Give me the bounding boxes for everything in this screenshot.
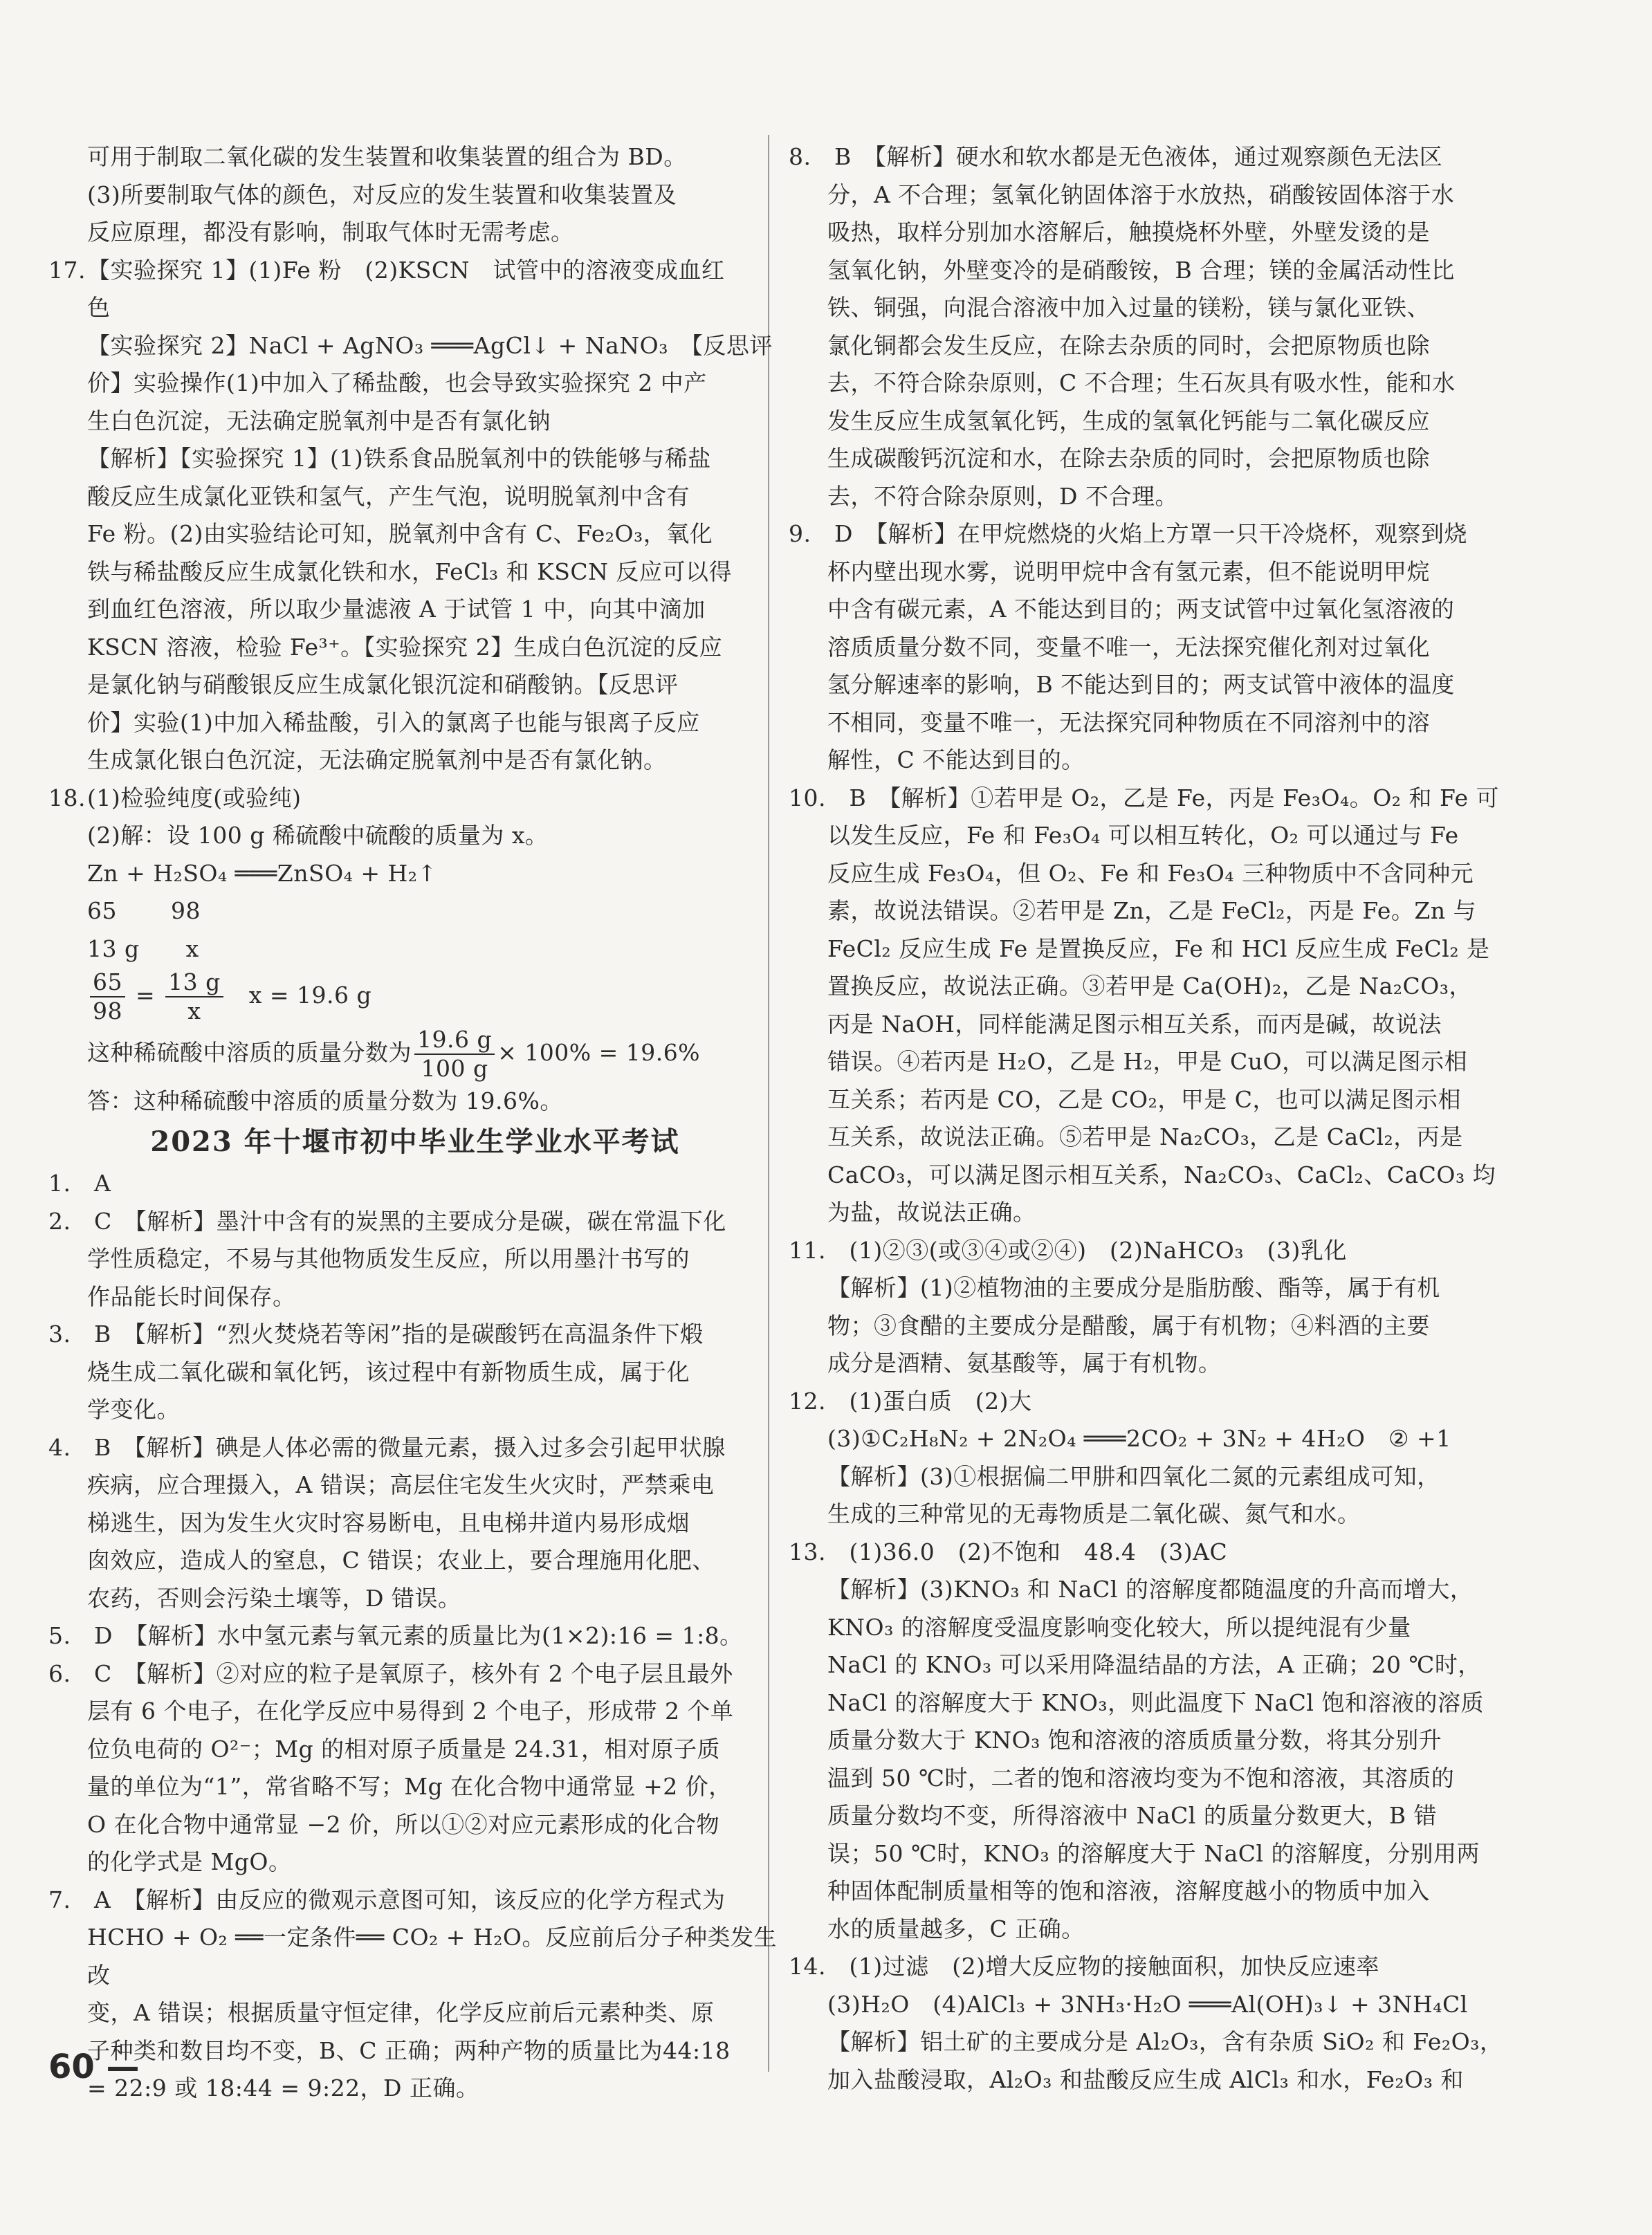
text-line: HCHO + O₂ ══一定条件══ CO₂ + H₂O。反应前后分子种类发生改 [87, 1924, 777, 1989]
text-line: 互关系；若丙是 CO，乙是 CO₂，甲是 C，也可以满足图示相 [827, 1085, 1462, 1113]
text-line: 囱效应，造成人的窒息，C 错误；农业上，要合理施用化肥、 [87, 1547, 715, 1574]
text-line: 物；③食醋的主要成分是醋酸，属于有机物；④料酒的主要 [827, 1312, 1430, 1339]
text-line: 5. D 【解析】水中氢元素与氧元素的质量比为(1×2):16 = 1:8。 [48, 1622, 743, 1649]
answer-17: 17.【实验探究 1】(1)Fe 粉 (2)KSCN 试管中的溶液变成血红 [48, 252, 782, 290]
text-line: 疾病，应合理摄入，A 错误；高层住宅发生火灾时，严禁乘电 [87, 1471, 715, 1498]
text-line: 11. (1)②③(或③④或②④) (2)NaHCO₃ (3)乳化 [789, 1236, 1347, 1264]
mass-fraction: 这种稀硫酸中溶质的质量分数为 $\frac{19.6 g}{100 g}$ × 100% = 19.6% [87, 1026, 701, 1082]
text-line: 生白色沉淀，无法确定脱氧剂中是否有氯化钠 [87, 407, 551, 434]
text-line: 【解析】【实验探究 1】(1)铁系食品脱氧剂中的铁能够与稀盐 [87, 445, 711, 472]
text-line: 反应原理，都没有影响，制取气体时无需考虑。 [87, 219, 574, 246]
text-line: 作品能长时间保存。 [87, 1282, 296, 1310]
text-line: KSCN 溶液，检验 Fe³⁺。【实验探究 2】生成白色沉淀的反应 [87, 633, 723, 661]
text-line: 分，A 不合理；氢氧化钠固体溶于水放热，硝酸铵固体溶于水 [827, 181, 1455, 208]
text-line: 的化学式是 MgO。 [87, 1848, 292, 1875]
text-line: 素，故说法错误。②若甲是 Zn，乙是 FeCl₂，丙是 Fe。Zn 与 [827, 897, 1477, 924]
text-line: O 在化合物中通常显 −2 价，所以①②对应元素形成的化合物 [87, 1810, 720, 1838]
text-line: 质量分数大于 KNO₃ 饱和溶液的溶质质量分数，将其分别升 [827, 1727, 1442, 1754]
text-line: 种固体配制质量相等的饱和溶液，溶解度越小的物质中加入 [827, 1877, 1430, 1904]
text-line: 价】实验(1)中加入稀盐酸，引入的氯离子也能与银离子反应 [87, 708, 700, 736]
text-line: 9. D 【解析】在甲烷燃烧的火焰上方罩一只干冷烧杯，观察到烧 [789, 520, 1467, 547]
text-line: 发生反应生成氢氧化钙，生成的氢氧化钙能与二氧化碳反应 [827, 407, 1430, 434]
text-line: 杯内壁出现水雾，说明甲烷中含有氢元素，但不能说明甲烷 [827, 558, 1430, 585]
fraction: $\frac{19.6 g}{100 g}$ [414, 1026, 495, 1083]
text-line: 12. (1)蛋白质 (2)大 [789, 1387, 1032, 1415]
text-line: 变，A 错误；根据质量守恒定律，化学反应前后元素种类、原 [87, 1999, 715, 2026]
answer-18: 18.(1)检验纯度(或验纯) [48, 780, 782, 818]
text-line: 价】实验操作(1)中加入了稀盐酸，也会导致实验探究 2 中产 [87, 369, 707, 396]
text-line: 解性，C 不能达到目的。 [827, 746, 1085, 773]
text-line: 误；50 ℃时，KNO₃ 的溶解度大于 NaCl 的溶解度，分别用两 [827, 1839, 1480, 1867]
page-number: 60 — [48, 2048, 140, 2086]
text-line: 吸热，取样分别加水溶解后，触摸烧杯外壁，外壁发烫的是 [827, 219, 1430, 246]
text-line: (3)①C₂H₈N₂ + 2N₂O₄ ═══2CO₂ + 3N₂ + 4H₂O ② +1 [827, 1425, 1451, 1452]
text-line: 【解析】铝土矿的主要成分是 Al₂O₃，含有杂质 SiO₂ 和 Fe₂O₃， [827, 2028, 1503, 2055]
text-line: 7. A 【解析】由反应的微观示意图可知，该反应的化学方程式为 [48, 1886, 726, 1913]
text-line: 【解析】(1)②植物油的主要成分是脂肪酸、酯等，属于有机 [827, 1274, 1440, 1301]
text-line: 学性质稳定，不易与其他物质发生反应，所以用墨汁书写的 [87, 1245, 690, 1272]
text-line: 不相同，变量不唯一，无法探究同种物质在不同溶剂中的溶 [827, 708, 1430, 736]
text-line: 生成氯化银白色沉淀，无法确定脱氧剂中是否有氯化钠。 [87, 746, 667, 773]
text-line: 丙是 NaOH，同样能满足图示相互关系，而丙是碱，故说法 [827, 1010, 1442, 1038]
text-line: 氯化铜都会发生反应，在除去杂质的同时，会把原物质也除 [827, 331, 1430, 359]
proportion: $\frac{65}{98}$ = $\frac{13 g}{x}$ x = 19.6 g [48, 968, 782, 1025]
text-line: 烧生成二氧化碳和氧化钙，该过程中有新物质生成，属于化 [87, 1358, 690, 1386]
fraction: $\frac{13 g}{x}$ [165, 968, 223, 1025]
text-line: 3. B 【解析】“烈火焚烧若等闲”指的是碳酸钙在高温条件下煅 [48, 1321, 704, 1348]
text-line: 位负电荷的 O²⁻；Mg 的相对原子质量是 24.31，相对原子质 [87, 1735, 721, 1763]
text-line: 学变化。 [87, 1396, 180, 1423]
text-line: 铁、铜强，向混合溶液中加入过量的镁粉，镁与氯化亚铁、 [827, 294, 1430, 321]
answer-number: 17. [48, 256, 86, 284]
answer-number: 18. [48, 784, 86, 811]
text-line: 到血红色溶液，所以取少量滤液 A 于试管 1 中，向其中滴加 [87, 596, 706, 623]
text-line: 溶质质量分数不同，变量不唯一，无法探究催化剂对过氧化 [827, 633, 1430, 661]
text-line: 以发生反应，Fe 和 Fe₃O₄ 可以相互转化，O₂ 可以通过与 Fe [827, 822, 1459, 849]
text-line: (2)解：设 100 g 稀硫酸中硫酸的质量为 x。 [87, 822, 549, 849]
text-line: (3)所要制取气体的颜色，对反应的发生装置和收集装置及 [87, 181, 677, 208]
text-line: 1. A [48, 1170, 111, 1197]
text-line: = 22:9 或 18:44 = 9:22，D 正确。 [87, 2075, 479, 2101]
text-line: 农药，否则会污染土壤等，D 错误。 [87, 1584, 461, 1612]
text-line: 13. (1)36.0 (2)不饱和 48.4 (3)AC [789, 1538, 1228, 1565]
section-heading: 2023 年十堰市初中毕业生学业水平考试 [150, 1125, 680, 1158]
text-line: 生成的三种常见的无毒物质是二氧化碳、氮气和水。 [827, 1500, 1361, 1527]
text-line: 14. (1)过滤 (2)增大反应物的接触面积，加快反应速率 [789, 1953, 1379, 1980]
text-line: 量的单位为“1”，常省略不写；Mg 在化合物中通常显 +2 价， [87, 1773, 732, 1800]
text-line: CaCO₃，可以满足图示相互关系，Na₂CO₃、CaCl₂、CaCO₃ 均 [827, 1161, 1496, 1188]
left-column [48, 138, 782, 2108]
text-line: (3)H₂O (4)AlCl₃ + 3NH₃·H₂O ═══Al(OH)₃↓ + 3NH₄Cl [827, 1990, 1468, 2018]
text-line: NaCl 的溶解度大于 KNO₃，则此温度下 NaCl 饱和溶液的溶质 [827, 1689, 1484, 1716]
text-line: 【解析】(3)KNO₃ 和 NaCl 的溶解度都随温度的升高而增大， [827, 1576, 1474, 1603]
text-line: 梯逃生，因为发生火灾时容易断电，且电梯井道内易形成烟 [87, 1509, 690, 1536]
text-line: KNO₃ 的溶解度受温度影响变化较大，所以提纯混有少量 [827, 1613, 1411, 1641]
text-line: 子种类和数目均不变，B、C 正确；两种产物的质量比为44:18 [87, 2036, 731, 2064]
text-line: 中含有碳元素，A 不能达到目的；两支试管中过氧化氢溶液的 [827, 596, 1455, 623]
text-line: 8. B 【解析】硬水和软水都是无色液体，通过观察颜色无法区 [789, 143, 1443, 170]
text-line: 生成碳酸钙沉淀和水，在除去杂质的同时，会把原物质也除 [827, 445, 1430, 472]
text-line: 温到 50 ℃时，二者的饱和溶液均变为不饱和溶液，其溶质的 [827, 1764, 1455, 1792]
text-line: 为盐，故说法正确。 [827, 1199, 1036, 1226]
text-line: 氢分解速率的影响，B 不能达到目的；两支试管中液体的温度 [827, 671, 1455, 698]
text-line: 置换反应，故说法正确。③若甲是 Ca(OH)₂，乙是 Na₂CO₃， [827, 973, 1473, 1000]
text-line: 酸反应生成氯化亚铁和氢气，产生气泡，说明脱氧剂中含有 [87, 482, 690, 510]
fraction: $\frac{65}{98}$ [90, 968, 125, 1025]
text-line: 氢氧化钠，外壁变冷的是硝酸铵，B 合理；镁的金属活动性比 [827, 256, 1455, 284]
text-line: 2. C 【解析】墨汁中含有的炭黑的主要成分是碳，碳在常温下化 [48, 1207, 726, 1235]
text-line: 4. B 【解析】碘是人体必需的微量元素，摄入过多会引起甲状腺 [48, 1433, 726, 1461]
text-line: 水的质量越多，C 正确。 [827, 1915, 1085, 1942]
text-line: 错误。④若丙是 H₂O，乙是 H₂，甲是 CuO，可以满足图示相 [827, 1048, 1468, 1075]
text-line: 加入盐酸浸取，Al₂O₃ 和盐酸反应生成 AlCl₃ 和水，Fe₂O₃ 和 [827, 2066, 1464, 2093]
text-line: 铁与稀盐酸反应生成氯化铁和水，FeCl₃ 和 KSCN 反应可以得 [87, 558, 733, 585]
text-line: 65 98 [87, 897, 201, 924]
text-line: 【实验探究 2】NaCl + AgNO₃ ═══AgCl↓ + NaNO₃ 【反思评 [87, 331, 773, 359]
text-line: 互关系，故说法正确。⑤若甲是 Na₂CO₃，乙是 CaCl₂，丙是 [827, 1123, 1463, 1150]
text-line: 去，不符合除杂原则，C 不合理；生石灰具有吸水性，能和水 [827, 369, 1456, 396]
text-line: 反应生成 Fe₃O₄，但 O₂、Fe 和 Fe₃O₄ 三种物质中不含同种元 [827, 859, 1474, 887]
text-line: NaCl 的 KNO₃ 可以采用降温结晶的方法，A 正确；20 ℃时， [827, 1651, 1481, 1678]
text-line: FeCl₂ 反应生成 Fe 是置换反应，Fe 和 HCl 反应生成 FeCl₂ 是 [827, 935, 1490, 962]
text-line: 答：这种稀硫酸中溶质的质量分数为 19.6%。 [87, 1087, 563, 1114]
text-line: 去，不符合除杂原则，D 不合理。 [827, 482, 1178, 510]
text-line: 是氯化钠与硝酸银反应生成氯化银沉淀和硝酸钠。【反思评 [87, 671, 679, 698]
equation: Zn + H₂SO₄ ═══ZnSO₄ + H₂↑ [87, 859, 437, 887]
text-line: 质量分数均不变，所得溶液中 NaCl 的质量分数更大，B 错 [827, 1802, 1438, 1829]
text-line: 层有 6 个电子，在化学反应中易得到 2 个电子，形成带 2 个单 [87, 1698, 734, 1724]
text-line: 成分是酒精、氨基酸等，属于有机物。 [827, 1350, 1222, 1377]
right-column [789, 138, 1522, 2099]
text-line: 【解析】(3)①根据偏二甲肼和四氧化二氮的元素组成可知， [827, 1462, 1440, 1490]
text-line: 6. C 【解析】②对应的粒子是氧原子，核外有 2 个电子层且最外 [48, 1659, 733, 1687]
text-line: Fe 粉。(2)由实验结论可知，脱氧剂中含有 C、Fe₂O₃，氧化 [87, 520, 713, 547]
text-line: 10. B 【解析】①若甲是 O₂，乙是 Fe，丙是 Fe₃O₄。O₂ 和 Fe 可 [789, 784, 1500, 811]
text-line: 色 [87, 294, 111, 321]
text-line: 可用于制取二氧化碳的发生装置和收集装置的组合为 BD。 [87, 143, 687, 170]
text-line: 13 g x [87, 935, 199, 962]
